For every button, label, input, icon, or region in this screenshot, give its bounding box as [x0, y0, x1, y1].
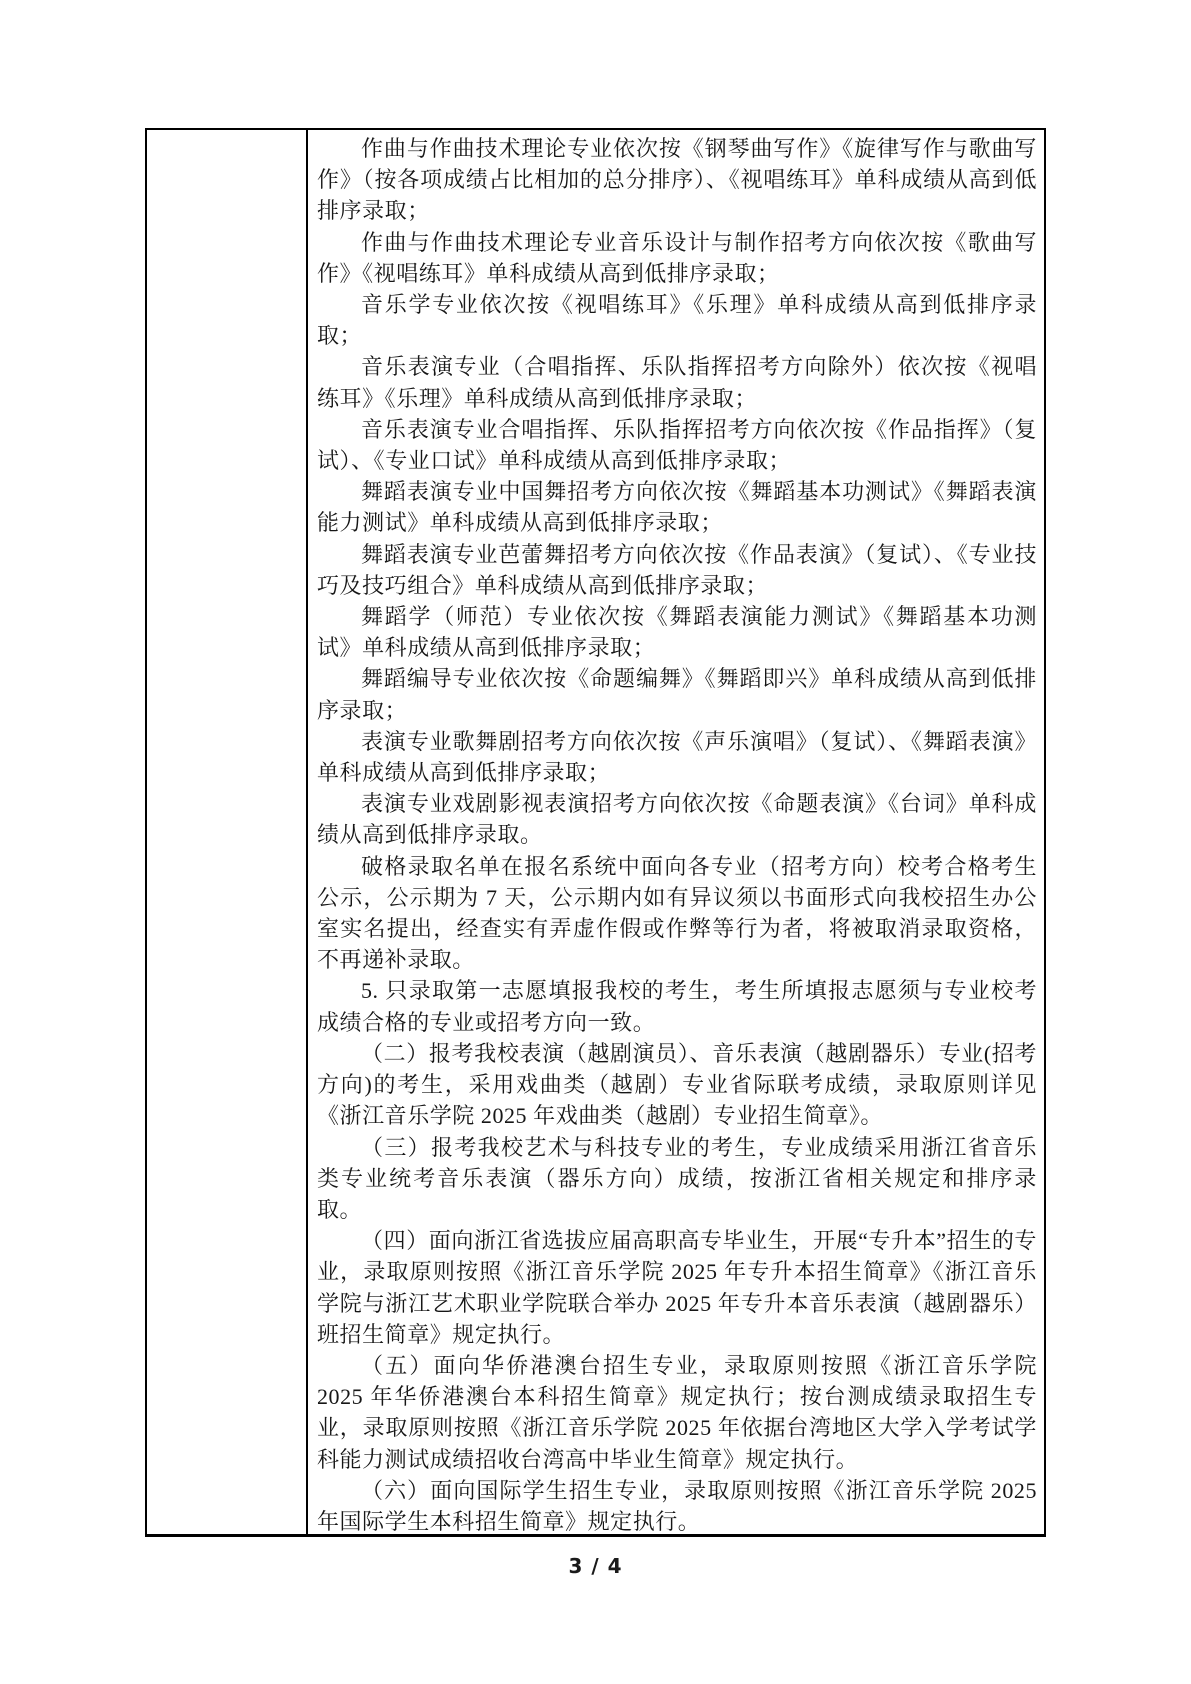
paragraph: （五）面向华侨港澳台招生专业，录取原则按照《浙江音乐学院 2025 年华侨港澳台本科招生简章》规定执行；按台测成绩录取招生专业，录取原则按照《浙江音乐学院 2025 年依据台湾地区大学入学考试学科能力测试成绩招收台湾高中毕业生简章》规定执行。 [317, 1352, 1037, 1472]
paragraph: 音乐表演专业合唱指挥、乐队指挥招考方向依次按《作品指挥》（复试）、《专业口试》单科成绩从高到低排序录取； [317, 416, 1037, 474]
paragraph: 5. 只录取第一志愿填报我校的考生，考生所填报志愿须与专业校考成绩合格的专业或招考方向一致。 [317, 978, 1037, 1035]
paragraph: 破格录取名单在报名系统中面向各专业（招考方向）校考合格考生公示，公示期为 7 天，公示期内如有异议须以书面形式向我校招生办公室实名提出，经查实有弄虚作假或作弊等行为者，将被取消录取资格，不再递补录取。 [317, 853, 1037, 973]
paragraph: 音乐表演专业（合唱指挥、乐队指挥招考方向除外）依次按《视唱练耳》《乐理》单科成绩从高到低排序录取； [317, 354, 1037, 411]
paragraph: 音乐学专业依次按《视唱练耳》《乐理》单科成绩从高到低排序录取； [317, 292, 1037, 349]
paragraph: 舞蹈表演专业芭蕾舞招考方向依次按《作品表演》（复试）、《专业技巧及技巧组合》单科成绩从高到低排序录取； [317, 541, 1037, 598]
paragraph: 表演专业戏剧影视表演招考方向依次按《命题表演》《台词》单科成绩从高到低排序录取。 [317, 791, 1037, 848]
page-number: 3 / 4 [568, 1554, 623, 1578]
page-footer [0, 1554, 1191, 1578]
paragraph: （二）报考我校表演（越剧演员）、音乐表演（越剧器乐）专业(招考方向)的考生，采用戏曲类（越剧）专业省际联考成绩，录取原则详见《浙江音乐学院 2025 年戏曲类（越剧）专业招生简章》。 [317, 1040, 1037, 1129]
paragraph: （三）报考我校艺术与科技专业的考生，专业成绩采用浙江省音乐类专业统考音乐表演（器乐方向）成绩，按浙江省相关规定和排序录取。 [317, 1134, 1037, 1222]
paragraph: （四）面向浙江省选拔应届高职高专毕业生，开展“专升本”招生的专业，录取原则按照《浙江音乐学院 2025 年专升本招生简章》《浙江音乐学院与浙江艺术职业学院联合举办 2025 年专升本音乐表演（越剧器乐）班招生简章》规定执行。 [317, 1228, 1037, 1347]
table-cell-label [147, 130, 308, 1534]
paragraph: 舞蹈表演专业中国舞招考方向依次按《舞蹈基本功测试》《舞蹈表演能力测试》单科成绩从高到低排序录取； [317, 479, 1037, 536]
paragraph: 舞蹈学（师范）专业依次按《舞蹈表演能力测试》《舞蹈基本功测试》单科成绩从高到低排序录取； [317, 604, 1037, 661]
table-cell-content [308, 130, 1044, 1534]
paragraph: 舞蹈编导专业依次按《命题编舞》《舞蹈即兴》单科成绩从高到低排序录取； [317, 666, 1037, 723]
paragraph: 作曲与作曲技术理论专业音乐设计与制作招考方向依次按《歌曲写作》《视唱练耳》单科成绩从高到低排序录取； [317, 229, 1037, 286]
admissions-rules-table-row [145, 128, 1046, 1537]
paragraph: 表演专业歌舞剧招考方向依次按《声乐演唱》（复试）、《舞蹈表演》单科成绩从高到低排序录取； [317, 728, 1037, 786]
paragraph: 作曲与作曲技术理论专业依次按《钢琴曲写作》《旋律写作与歌曲写作》（按各项成绩占比相加的总分排序）、《视唱练耳》单科成绩从高到低排序录取； [317, 136, 1037, 224]
paragraph: （六）面向国际学生招生专业，录取原则按照《浙江音乐学院 2025 年国际学生本科招生简章》规定执行。 [317, 1477, 1037, 1534]
